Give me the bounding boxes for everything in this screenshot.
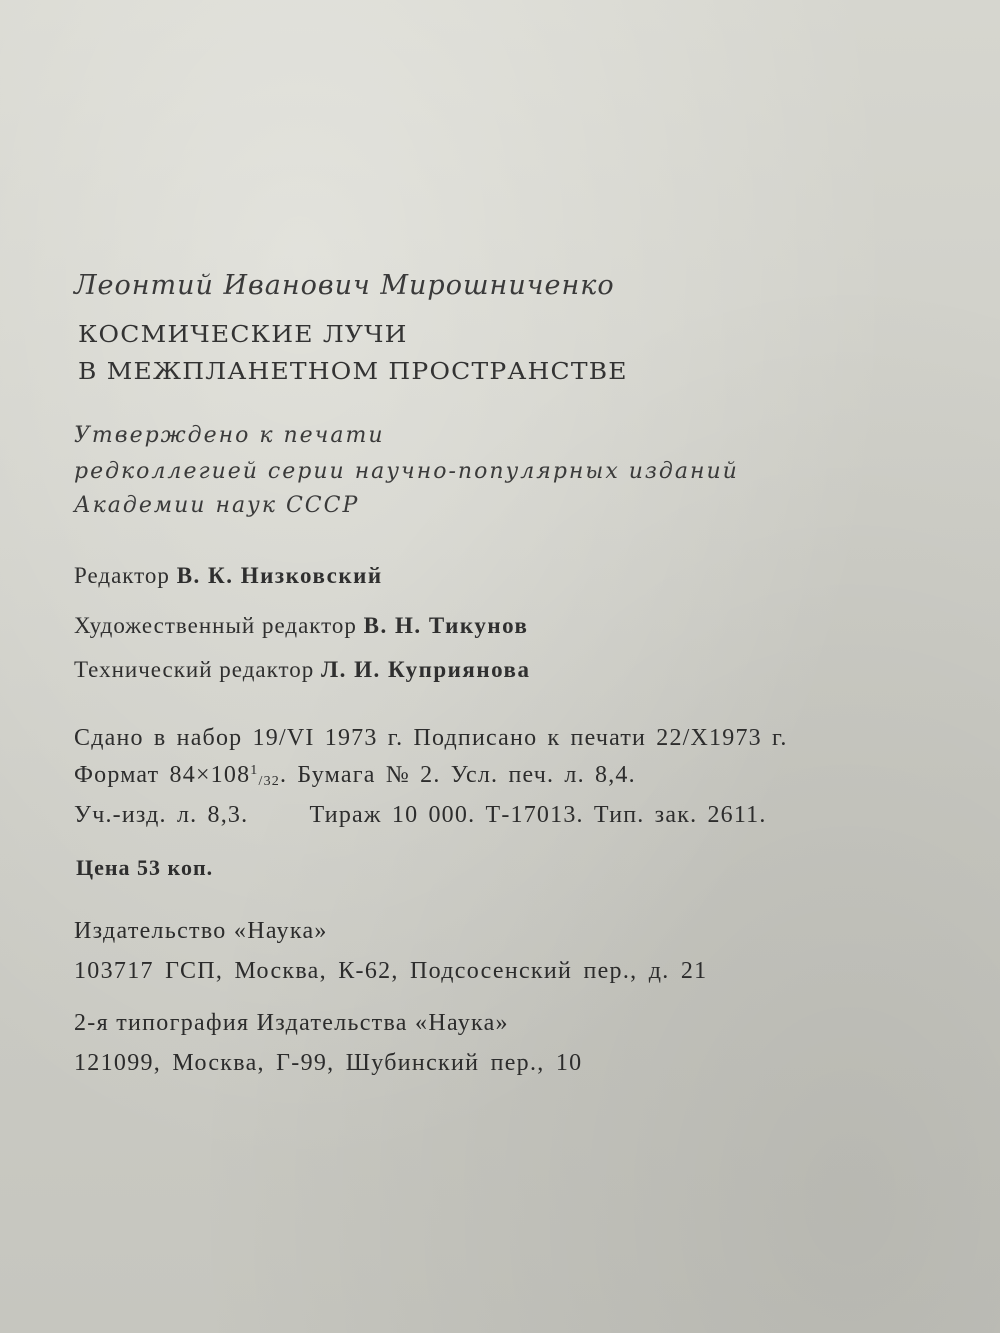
- editor-credit: [74, 563, 383, 589]
- publisher-address: 103717 ГСП, Москва, К-62, Подсосенский пер., д. 21: [74, 958, 708, 984]
- art-editor-credit: [74, 613, 528, 639]
- editor-label: Редактор: [74, 563, 170, 588]
- tech-editor-credit: [74, 657, 530, 683]
- format-suffix: . Бумага № 2. Усл. печ. л. 8,4.: [279, 762, 636, 788]
- art-editor-label: Художественный редактор: [74, 613, 357, 638]
- approval-line-1: Утверждено к печати: [74, 423, 385, 448]
- tech-editor-name: Л. И. Куприянова: [320, 657, 531, 682]
- imprint-format: [74, 762, 636, 790]
- format-fraction-denominator: /32: [258, 774, 280, 789]
- price-label: Цена 53 коп.: [76, 855, 214, 880]
- book-title-line-1: КОСМИЧЕСКИЕ ЛУЧИ: [78, 320, 408, 348]
- author-name: Леонтий Иванович Мирошниченко: [74, 270, 615, 301]
- tech-editor-label: Технический редактор: [74, 657, 315, 682]
- printer-address: 121099, Москва, Г-99, Шубинский пер., 10: [74, 1050, 583, 1076]
- printer-name: 2-я типография Издательства «Наука»: [74, 1010, 509, 1036]
- approval-line-2: редколлегией серии научно-популярных изданий: [74, 459, 739, 484]
- editor-name: В. К. Низковский: [176, 563, 383, 588]
- imprint-print-run: Уч.-изд. л. 8,3. Тираж 10 000. Т-17013. Тип. зак. 2611.: [74, 802, 767, 828]
- book-title-line-2: В МЕЖПЛАНЕТНОМ ПРОСТРАНСТВЕ: [78, 357, 628, 385]
- imprint-dates: Сдано в набор 19/VI 1973 г. Подписано к печати 22/X1973 г.: [74, 725, 788, 751]
- approval-line-3: Академии наук СССР: [74, 493, 360, 518]
- publisher-name: Издательство «Наука»: [74, 918, 328, 944]
- art-editor-name: В. Н. Тикунов: [363, 613, 529, 638]
- format-fraction-numerator: 1: [250, 763, 259, 778]
- format-prefix: Формат 84×108: [74, 762, 251, 788]
